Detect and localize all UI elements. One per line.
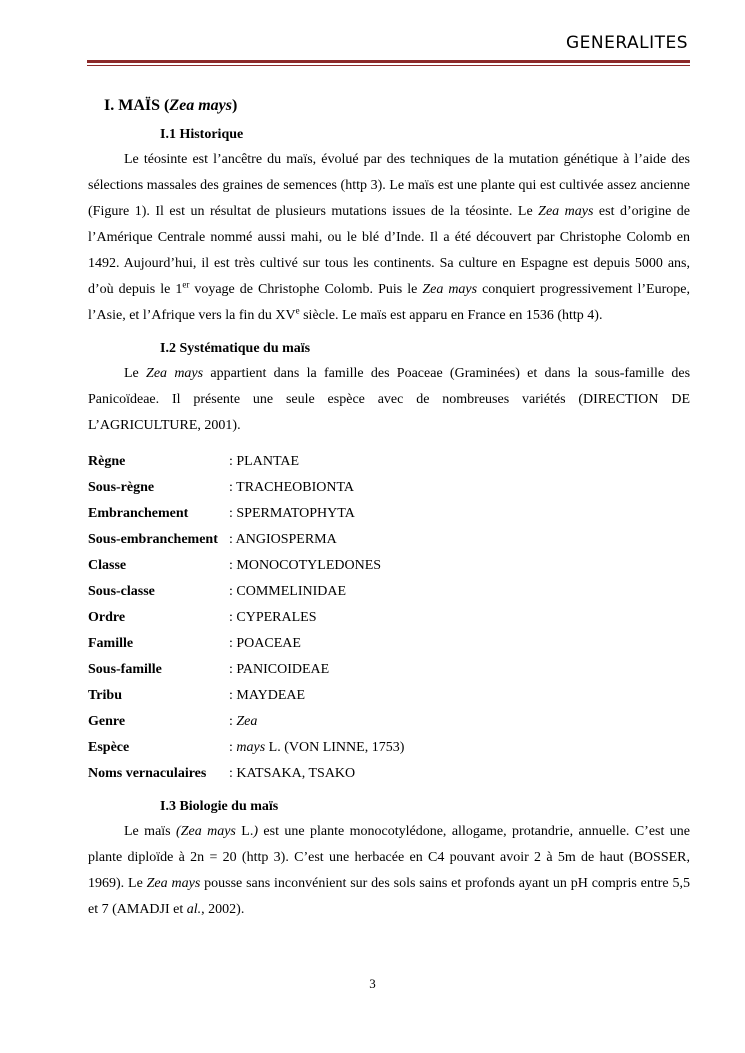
taxonomy-rank: Sous-famille [88,662,162,677]
section-title: I. MAÏS (Zea mays) [104,97,238,114]
header-rule-thin [87,65,690,66]
paragraph-historique: Le téosinte est l’ancêtre du maïs, évolué par des techniques de la mutation génétique à l’aide des sélections massales des graines de semences (http 3). Le maïs est une plante qui est cultivée assez ancienne (Figure 1). Il est un résultat de plusieurs mutations issues de la téosinte. Le Zea mays est d’origine de l’Amérique Centrale nommé aussi mahi, ou le blé d’Inde. Il a été découvert par Christophe Colomb en 1492. Aujourd’hui, il est très cultivé sur tous les continents. Sa culture en Espagne est depuis 5000 ans, d’où depuis le 1er voyage de Christophe Colomb. Puis le Zea mays conquiert progressivement l’Europe, l’Asie, et l’Afrique vers la fin du XVe siècle. Le maïs est apparu en France en 1536 (http 4). [88,152,690,323]
taxonomy-row [88,553,404,579]
taxonomy-value: : POACEAE [229,636,301,651]
taxonomy-row [88,735,404,761]
taxonomy-rank: Tribu [88,688,122,703]
taxonomy-rank: Classe [88,558,127,573]
taxonomy-row [88,501,404,527]
taxonomy-value: : mays L. (VON LINNE, 1753) [229,740,405,755]
taxonomy-value: : Zea [229,714,258,729]
taxonomy-rank: Embranchement [88,506,189,521]
taxonomy-rank: Sous-règne [88,480,155,495]
taxonomy-value: : ANGIOSPERMA [229,532,337,547]
taxonomy-row [88,579,404,605]
subsection-title-biologie: I.3 Biologie du maïs [160,799,279,814]
taxonomy-row [88,475,404,501]
taxonomy-row [88,709,404,735]
taxonomy-value: : MONOCOTYLEDONES [229,558,382,573]
subsection-title-historique: I.1 Historique [160,127,244,142]
taxonomy-value: : SPERMATOPHYTA [229,506,355,521]
taxonomy-rank: Règne [88,454,126,469]
paragraph-biologie: Le maïs (Zea mays L.) est une plante monocotylédone, allogame, protandrie, annuelle. C’est une plante diploïde à 2n = 20 (http 3). C’est une herbacée en C4 pouvant avoir 2 à 5m de haut (BOSSER, 1969). Le Zea mays pousse sans inconvénient sur des sols sains et profonds ayant un pH compris entre 5,5 et 7 (AMADJI et al., 2002). [88,824,690,917]
paragraph-systematique: Le Zea mays appartient dans la famille des Poaceae (Graminées) et dans la sous-famille des Panicoïdeae. Il présente une seule espèce avec de nombreuses variétés (DIRECTION DE L’AGRICULTURE, 2001). [88,366,691,433]
taxonomy-rank: Sous-classe [88,584,155,599]
taxonomy-row [88,605,404,631]
taxonomy-value: : CYPERALES [229,610,317,625]
taxonomy-value: : PANICOIDEAE [229,662,330,677]
taxonomy-rank: Sous-embranchement [88,532,218,547]
taxonomy-table [88,449,404,787]
taxonomy-rank: Noms vernaculaires [88,766,207,781]
taxonomy-value: : COMMELINIDAE [229,584,347,599]
subsection-title-systematique: I.2 Systématique du maïs [160,341,311,356]
page-number: 3 [369,976,376,991]
taxonomy-rank: Genre [88,714,126,729]
taxonomy-value: : TRACHEOBIONTA [229,480,355,495]
taxonomy-row [88,527,404,553]
taxonomy-row [88,631,404,657]
taxonomy-value: : MAYDEAE [229,688,306,703]
header-rule-thick [87,60,690,63]
taxonomy-row [88,761,404,787]
taxonomy-rank: Ordre [88,610,126,625]
taxonomy-rank: Espèce [88,740,130,755]
taxonomy-value: : PLANTAE [229,454,300,469]
running-header: GENERALITES [565,33,688,53]
taxonomy-rank: Famille [88,636,134,651]
taxonomy-value: : KATSAKA, TSAKO [229,766,356,781]
page-body [88,94,690,923]
taxonomy-row [88,449,404,475]
taxonomy-row [88,683,404,709]
taxonomy-row [88,657,404,683]
